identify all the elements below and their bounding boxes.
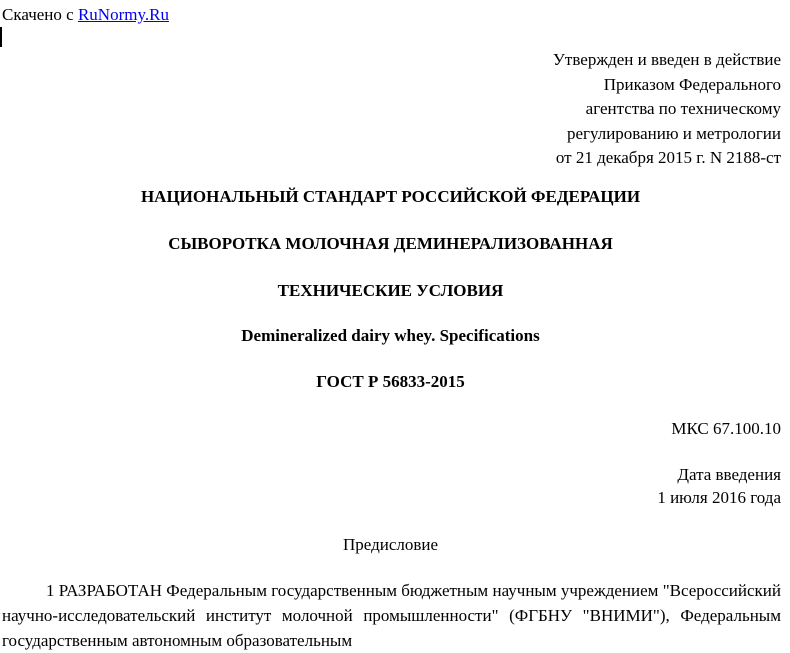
approval-line: Утвержден и введен в действие — [552, 50, 781, 69]
preface-heading: Предисловие — [342, 535, 439, 554]
runormy-link[interactable]: RuNormy.Ru — [77, 5, 169, 24]
national-standard-title: НАЦИОНАЛЬНЫЙ СТАНДАРТ РОССИЙСКОЙ ФЕДЕРАЦИИ — [140, 187, 641, 206]
source-line — [2, 5, 169, 25]
introduction-label: Дата введения — [677, 465, 781, 484]
text-cursor — [0, 27, 2, 47]
english-title: Demineralized dairy whey. Specifications — [241, 326, 540, 345]
approval-block — [553, 48, 781, 171]
conditions-title: ТЕХНИЧЕСКИЕ УСЛОВИЯ — [277, 281, 504, 300]
preface-paragraph-1: 1 РАЗРАБОТАН Федеральным государственным бюджетным научным учреждением "Всероссийский научно-исследовательский институт молочной промышленности" (ФГБНУ "ВНИМИ"), Федеральным государственным автономным образовательным — [2, 581, 781, 650]
standard-code: ГОСТ Р 56833-2015 — [316, 372, 465, 391]
approval-line: агентства по техническому — [585, 99, 781, 118]
approval-line: Приказом Федерального — [603, 74, 781, 94]
mks-code: МКС 67.100.10 — [671, 419, 781, 438]
introduction-date: 1 июля 2016 года — [657, 488, 781, 507]
source-prefix: Скачено с — [2, 5, 78, 24]
product-title: СЫВОРОТКА МОЛОЧНАЯ ДЕМИНЕРАЛИЗОВАННАЯ — [168, 234, 613, 253]
approval-line: регулированию и метрологии — [566, 123, 781, 143]
approval-line: от 21 декабря 2015 г. N 2188-ст — [555, 148, 781, 167]
